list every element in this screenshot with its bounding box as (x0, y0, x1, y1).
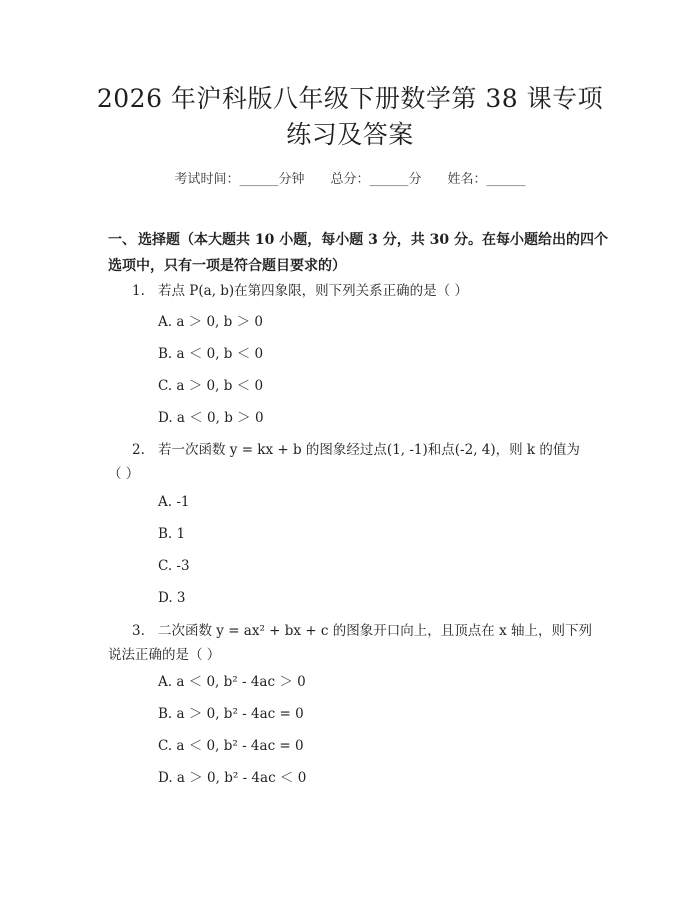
section-text: 选择题（本大题共 10 小题，每小题 3 分，共 30 分。在每小题给出的四个选项中，只有一项是符合题目要求的） (108, 232, 608, 274)
question-text: 若点 P(a, b)在第四象限，则下列关系正确的是（ ） (158, 283, 468, 299)
question-3-option-d: D. a ＞ 0, b² - 4ac ＜ 0 (158, 770, 307, 786)
question-number: 1. (132, 283, 145, 299)
question-text-line2: 说法正确的是（ ） (108, 647, 221, 663)
question-3-stem (108, 619, 594, 667)
question-text-line1: 若一次函数 y = kx + b 的图象经过点(1, -1)和点(-2, 4)，则 k 的值为 (158, 442, 580, 458)
student-name: 姓名：______ (447, 172, 526, 187)
question-1-option-a: A. a ＞ 0, b ＞ 0 (158, 314, 263, 330)
question-3-option-b: B. a ＞ 0, b² - 4ac = 0 (158, 706, 304, 722)
section-number: 一、 (108, 232, 136, 248)
question-3-option-c: C. a ＜ 0, b² - 4ac = 0 (158, 738, 304, 754)
question-text-line1: 二次函数 y = ax² + bx + c 的图象开口向上，且顶点在 x 轴上，则下列 (158, 623, 592, 639)
exam-score: 总分：______分 (330, 172, 422, 187)
question-1-stem (132, 279, 468, 303)
question-text-line2: （ ） (108, 466, 140, 482)
question-3-option-a: A. a ＜ 0, b² - 4ac ＞ 0 (158, 674, 306, 690)
question-2-option-c: C. -3 (158, 558, 190, 574)
document-title-line2: 练习及答案 (286, 120, 414, 149)
exam-meta (0, 168, 700, 187)
question-1-option-b: B. a ＜ 0, b ＜ 0 (158, 346, 264, 362)
exam-time: 考试时间：______分钟 (174, 172, 305, 187)
question-number: 2. (132, 442, 145, 458)
question-1-option-d: D. a ＜ 0, b ＞ 0 (158, 410, 264, 426)
question-1-option-c: C. a ＞ 0, b ＜ 0 (158, 378, 264, 394)
section-heading (108, 227, 618, 279)
question-2-option-a: A. -1 (158, 494, 190, 510)
document-title-line1: 2026 年沪科版八年级下册数学第 38 课专项 (96, 84, 604, 113)
question-2-option-d: D. 3 (158, 590, 186, 606)
question-2-option-b: B. 1 (158, 526, 186, 542)
question-2-stem (108, 438, 594, 486)
question-number: 3. (132, 623, 145, 639)
